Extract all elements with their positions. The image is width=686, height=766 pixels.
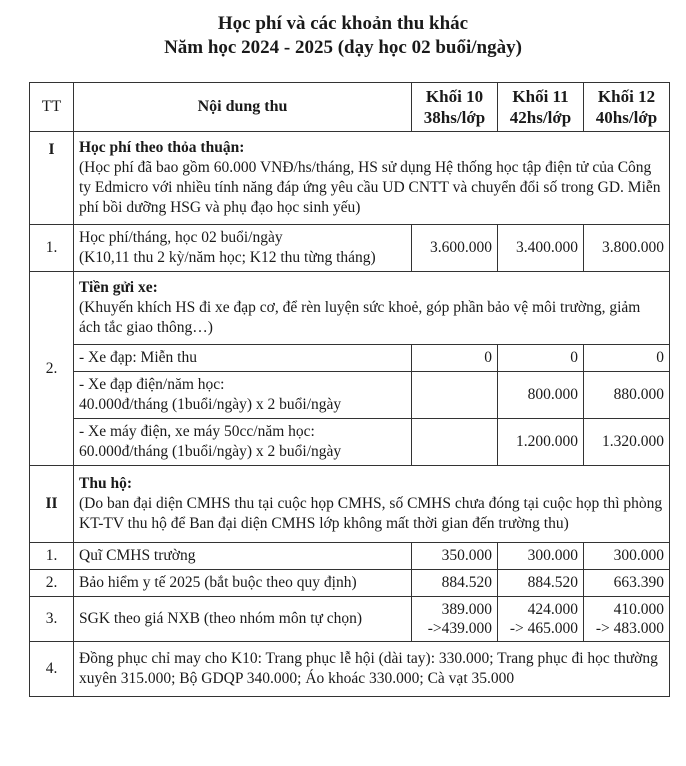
table-row — [30, 597, 670, 642]
grade-class-size: 40hs/lớp — [595, 108, 658, 127]
header-grade-10 — [412, 83, 498, 132]
section-cell — [74, 466, 670, 543]
table-row — [30, 272, 670, 345]
grade-class-size: 42hs/lớp — [509, 108, 572, 127]
section-title: Học phí theo thỏa thuận: — [79, 139, 245, 156]
value-grade-10 — [412, 597, 498, 642]
subrow-label-line2: 40.000đ/tháng (1buổi/ngày) x 2 buổi/ngày — [79, 396, 342, 413]
grade-name: Khối 12 — [597, 87, 656, 106]
grade-name: Khối 10 — [425, 87, 484, 106]
range-from: 410.000 — [613, 601, 664, 618]
value-grade-11: 800.000 — [498, 372, 584, 419]
section-note: (Học phí đã bao gồm 60.000 VNĐ/hs/tháng, HS sử dụng Hệ thống học tập điện tử của Công ty Edmicro với nhiều tính năng đáp ứng yêu cầu UD CNTT và chuyển đổi số trong GD. Miễn phí bồi dưỡng HSG và phụ đạo học sinh yếu) — [79, 159, 661, 216]
row-label-line1: Học phí/tháng, học 02 buổi/ngày — [79, 229, 283, 246]
range-to: -> 483.000 — [595, 620, 664, 637]
subrow-label-line1: - Xe đạp điện/năm học: — [79, 376, 225, 393]
row-note: (Khuyến khích HS đi xe đạp cơ, để rèn luyện sức khoẻ, góp phần bảo vệ môi trường, giảm ách tắc giao thông…) — [79, 299, 641, 336]
range-from: 389.000 — [441, 601, 492, 618]
grade-class-size: 38hs/lớp — [423, 108, 486, 127]
value-grade-11: 3.400.000 — [498, 225, 584, 272]
value-grade-10 — [412, 419, 498, 466]
value-grade-12: 1.320.000 — [584, 419, 670, 466]
row-label: Bảo hiểm y tế 2025 (bắt buộc theo quy định) — [74, 570, 412, 597]
value-grade-12: 880.000 — [584, 372, 670, 419]
header-tt: TT — [30, 83, 74, 132]
table-row — [30, 543, 670, 570]
range-to: -> 465.000 — [509, 620, 578, 637]
table-subrow — [30, 345, 670, 372]
table-header-row — [30, 83, 670, 132]
value-grade-11: 0 — [498, 345, 584, 372]
value-grade-11: 300.000 — [498, 543, 584, 570]
section-row — [30, 466, 670, 543]
row-title: Tiền gửi xe: — [79, 279, 158, 296]
value-grade-11 — [498, 597, 584, 642]
table-row — [30, 570, 670, 597]
value-grade-12: 0 — [584, 345, 670, 372]
subrow-label-line2: 60.000đ/tháng (1buổi/ngày) x 2 buổi/ngày — [79, 443, 342, 460]
row-label: Quĩ CMHS trường — [74, 543, 412, 570]
table-row — [30, 642, 670, 697]
row-number: 2. — [30, 570, 74, 597]
section-cell — [74, 132, 670, 225]
grade-name: Khối 11 — [512, 87, 569, 106]
row-number: 1. — [30, 225, 74, 272]
subrow-label — [74, 372, 412, 419]
row-label-line2: (K10,11 thu 2 kỳ/năm học; K12 thu từng tháng) — [79, 249, 376, 266]
row-heading-cell — [74, 272, 670, 345]
row-number: 2. — [30, 272, 74, 466]
value-grade-10: 884.520 — [412, 570, 498, 597]
subrow-label — [74, 419, 412, 466]
value-grade-10: 3.600.000 — [412, 225, 498, 272]
value-grade-10 — [412, 372, 498, 419]
table-subrow — [30, 372, 670, 419]
value-grade-11: 1.200.000 — [498, 419, 584, 466]
header-grade-11 — [498, 83, 584, 132]
section-title: Thu hộ: — [79, 475, 132, 492]
value-grade-12 — [584, 597, 670, 642]
table-row — [30, 225, 670, 272]
section-number: I — [30, 132, 74, 225]
subrow-label: - Xe đạp: Miễn thu — [74, 345, 412, 372]
document-title: Học phí và các khoản thu khác — [217, 13, 469, 34]
value-grade-10: 350.000 — [412, 543, 498, 570]
row-label — [74, 225, 412, 272]
fee-table — [29, 82, 670, 697]
value-grade-12: 663.390 — [584, 570, 670, 597]
uniform-text: Đồng phục chỉ may cho K10: Trang phục lễ hội (dài tay): 330.000; Trang phục đi học thường xuyên 315.000; Bộ GDQP 340.000; Áo khoác 330.000; Cà vạt 35.000 — [74, 642, 670, 697]
row-number: 1. — [30, 543, 74, 570]
section-number: II — [30, 466, 74, 543]
document-subtitle: Năm học 2024 - 2025 (dạy học 02 buổi/ngày) — [164, 37, 522, 58]
subrow-label-line1: - Xe máy điện, xe máy 50cc/năm học: — [79, 423, 315, 440]
value-grade-10: 0 — [412, 345, 498, 372]
row-number: 3. — [30, 597, 74, 642]
header-grade-12 — [584, 83, 670, 132]
table-subrow — [30, 419, 670, 466]
value-grade-12: 300.000 — [584, 543, 670, 570]
range-to: ->439.000 — [427, 620, 492, 637]
row-label: SGK theo giá NXB (theo nhóm môn tự chọn) — [74, 597, 412, 642]
value-grade-12: 3.800.000 — [584, 225, 670, 272]
value-grade-11: 884.520 — [498, 570, 584, 597]
section-row — [30, 132, 670, 225]
section-note: (Do ban đại diện CMHS thu tại cuộc họp CMHS, số CMHS chưa đóng tại cuộc họp thì phòng KT-TV thu hộ để Ban đại diện CMHS lớp không mất thời gian đến trường thu) — [79, 495, 663, 532]
row-number: 4. — [30, 642, 74, 697]
range-from: 424.000 — [527, 601, 578, 618]
header-content: Nội dung thu — [74, 83, 412, 132]
